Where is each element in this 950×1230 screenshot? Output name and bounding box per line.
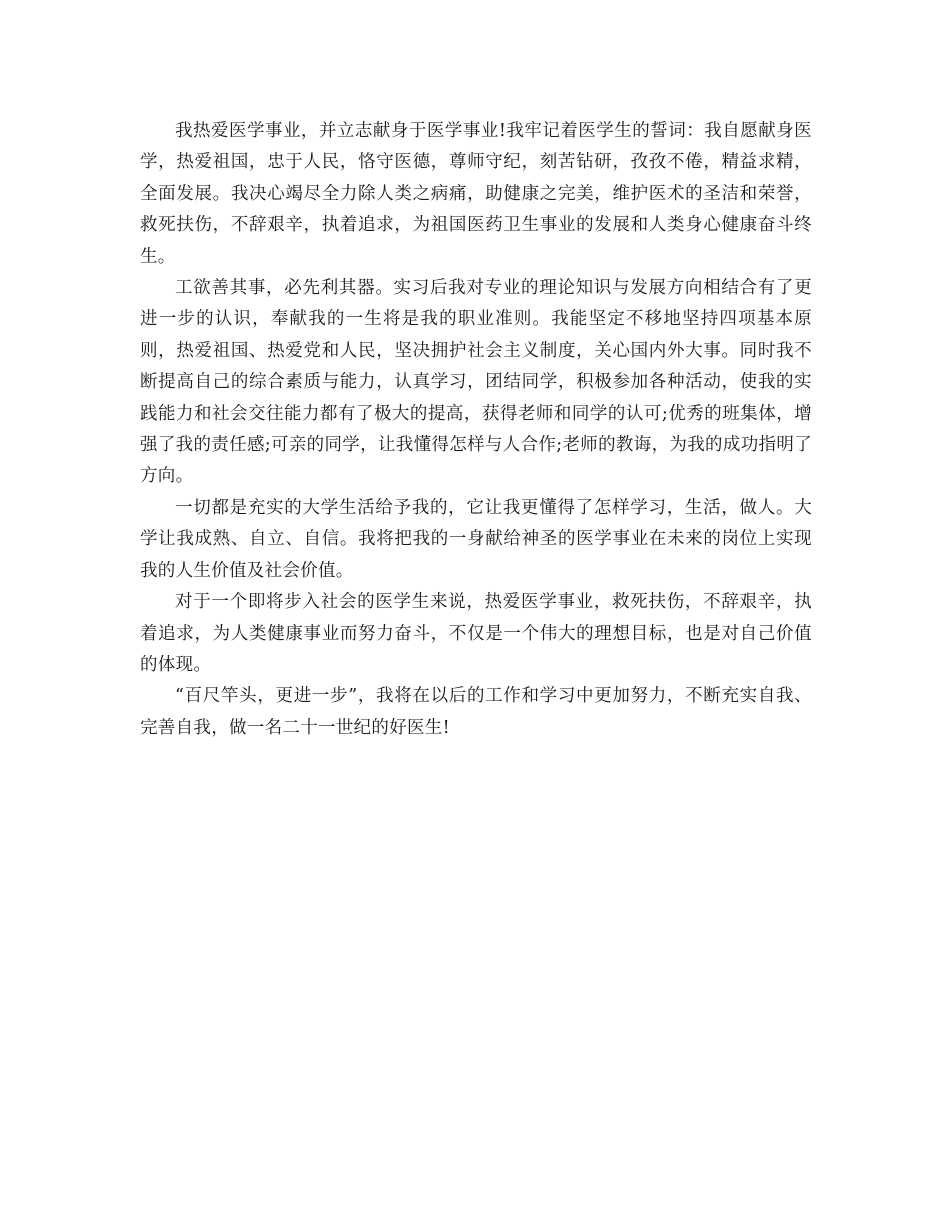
paragraph-5: “百尺竿头，更进一步”，我将在以后的工作和学习中更加努力，不断充实自我、完善自我，做一名二十一世纪的好医生!	[140, 686, 812, 738]
paragraph-3: 一切都是充实的大学生活给予我的，它让我更懂得了怎样学习，生活，做人。大学让我成熟、自立、自信。我将把我的一身献给神圣的医学事业在未来的岗位上实现我的人生价值及社会价值。	[140, 497, 812, 581]
paragraph-2: 工欲善其事，必先利其器。实习后我对专业的理论知识与发展方向相结合有了更进一步的认识，奉献我的一生将是我的职业准则。我能坚定不移地坚持四项基本原则，热爱祖国、热爱党和人民，坚决拥护社会主义制度，关心国内外大事。同时我不断提高自己的综合素质与能力，认真学习，团结同学，积极参加各种活动，使我的实践能力和社会交往能力都有了极大的提高，获得老师和同学的认可;优秀的班集体，增强了我的责任感;可亲的同学，让我懂得怎样与人合作;老师的教诲，为我的成功指明了方向。	[140, 278, 812, 487]
document-body	[140, 116, 812, 744]
paragraph-1: 我热爱医学事业，并立志献身于医学事业!我牢记着医学生的誓词：我自愿献身医学，热爱祖国，忠于人民，恪守医德，尊师守纪，刻苦钻研，孜孜不倦，精益求精，全面发展。我决心竭尽全力除人类之病痛，助健康之完美，维护医术的圣洁和荣誉，救死扶伤，不辞艰辛，执着追求，为祖国医药卫生事业的发展和人类身心健康奋斗终生。	[140, 121, 812, 267]
paragraph-4: 对于一个即将步入社会的医学生来说，热爱医学事业，救死扶伤，不辞艰辛，执着追求，为人类健康事业而努力奋斗，不仅是一个伟大的理想目标，也是对自己价值的体现。	[140, 592, 812, 675]
